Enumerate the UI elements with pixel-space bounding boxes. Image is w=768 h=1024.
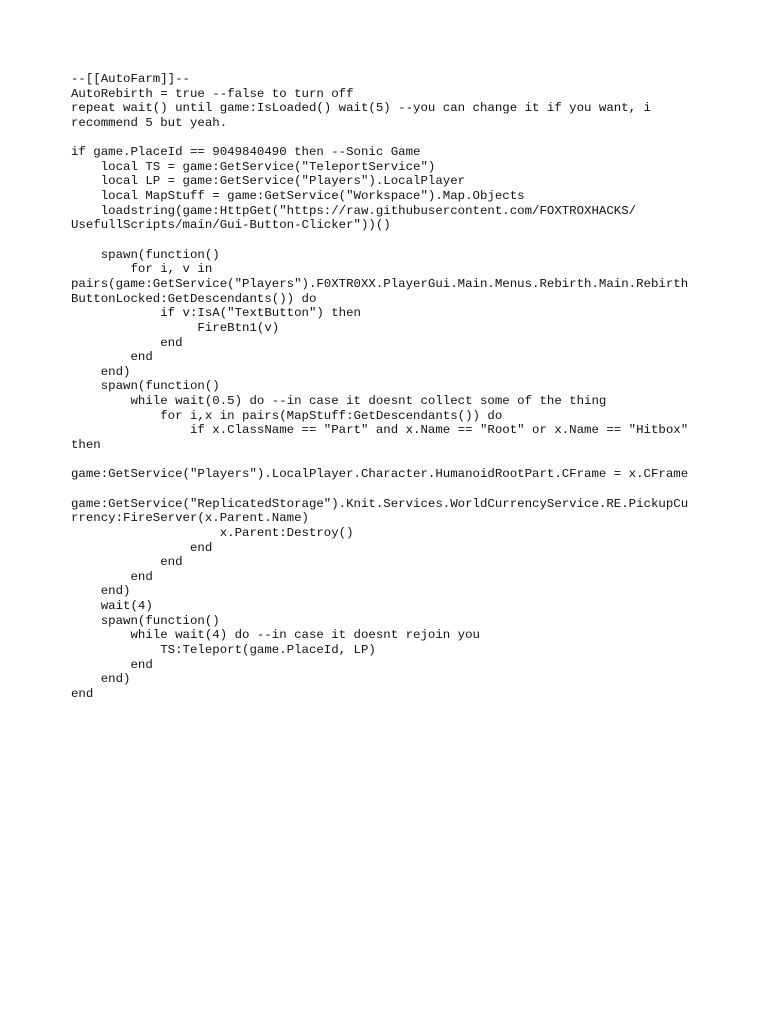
- code-line: end: [71, 350, 153, 365]
- code-line: ButtonLocked:GetDescendants()) do: [71, 291, 317, 306]
- code-line: spawn(function(): [71, 379, 220, 394]
- code-line: AutoRebirth = true --false to turn off: [71, 86, 354, 101]
- code-line: local MapStuff = game:GetService("Workspace").Map.Objects: [71, 189, 525, 204]
- code-line: spawn(function(): [71, 247, 220, 262]
- code-line: if x.ClassName == "Part" and x.Name == "Root" or x.Name == "Hitbox": [71, 423, 689, 438]
- code-line: TS:Teleport(game.PlaceId, LP): [71, 642, 376, 657]
- code-line: end: [71, 540, 213, 555]
- code-listing: [71, 72, 711, 702]
- code-line: --[[AutoFarm]]--: [71, 72, 190, 86]
- code-line: pairs(game:GetService("Players").F0XTR0XX.PlayerGui.Main.Menus.Rebirth.Main.Rebirth: [71, 276, 689, 291]
- code-line: [71, 131, 711, 146]
- code-line: for i,x in pairs(MapStuff:GetDescendants()) do: [71, 408, 503, 423]
- code-line: wait(4): [71, 599, 153, 614]
- code-line: end: [71, 335, 183, 350]
- code-line: FireBtn1(v): [71, 320, 280, 335]
- code-line: end: [71, 657, 153, 672]
- code-line: end): [71, 364, 131, 379]
- code-line: local LP = game:GetService("Players").LocalPlayer: [71, 174, 466, 189]
- code-line: end: [71, 555, 183, 570]
- code-line: game:GetService("ReplicatedStorage").Knit.Services.WorldCurrencyService.RE.PickupCu: [71, 496, 689, 511]
- code-line: local TS = game:GetService("TeleportService"): [71, 159, 436, 174]
- code-line: loadstring(game:HttpGet("https://raw.githubusercontent.com/FOXTROXHACKS/: [71, 203, 637, 218]
- code-line: end): [71, 584, 131, 599]
- code-line: end: [71, 686, 94, 701]
- code-line: repeat wait() until game:IsLoaded() wait(5) --you can change it if you want, i: [71, 101, 651, 116]
- code-line: [71, 453, 711, 468]
- code-line: end: [71, 569, 153, 584]
- code-line: game:GetService("Players").LocalPlayer.Character.HumanoidRootPart.CFrame = x.CFrame: [71, 467, 689, 482]
- code-line: x.Parent:Destroy(): [71, 525, 354, 540]
- code-line: [71, 233, 711, 248]
- code-line: while wait(4) do --in case it doesnt rejoin you: [71, 628, 480, 643]
- code-line: if game.PlaceId == 9049840490 then --Sonic Game: [71, 145, 421, 160]
- code-line: then: [71, 438, 101, 453]
- code-line: for i, v in: [71, 262, 213, 277]
- code-line: end): [71, 672, 131, 687]
- code-line: rrency:FireServer(x.Parent.Name): [71, 511, 309, 526]
- code-line: if v:IsA("TextButton") then: [71, 306, 361, 321]
- code-line: UsefullScripts/main/Gui-Button-Clicker"))(): [71, 218, 391, 233]
- code-line: recommend 5 but yeah.: [71, 115, 228, 130]
- code-line: [71, 482, 711, 497]
- code-line: while wait(0.5) do --in case it doesnt collect some of the thing: [71, 394, 607, 409]
- code-line: spawn(function(): [71, 613, 220, 628]
